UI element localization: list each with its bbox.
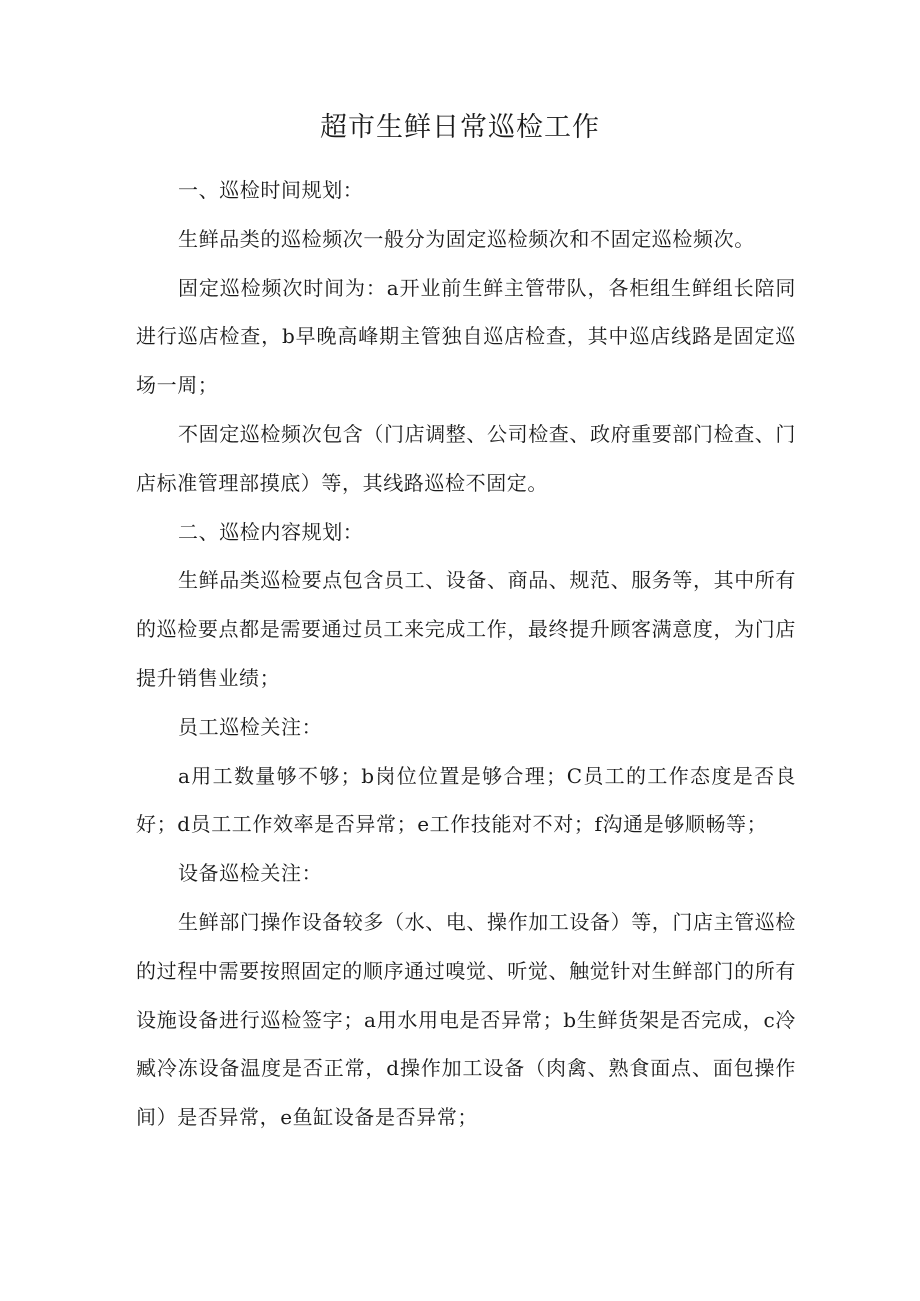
document-title: 超市生鲜日常巡检工作 (320, 112, 600, 143)
paragraph: 生鲜品类巡检要点包含员工、设备、商品、规范、服务等，其中所有的巡检要点都是需要通过员工来完成工作，最终提升顾客满意度，为门店提升销售业绩； (136, 568, 796, 690)
document-body (136, 166, 796, 1142)
paragraph: 生鲜部门操作设备较多（水、电、操作加工设备）等，门店主管巡检的过程中需要按照固定的顺序通过嗅觉、听觉、触觉针对生鲜部门的所有设施设备进行巡检签字；a用水用电是否异常；b生鲜货架是否完成，c冷臧冷冻设备温度是否正常，d操作加工设备（肉禽、熟食面点、面包操作间）是否异常，e鱼缸设备是否异常； (136, 909, 796, 1130)
paragraph: a用工数量够不够；b岗位位置是够合理；C员工的工作态度是否良好；d员工工作效率是否异常；e工作技能对不对；f沟通是够顺畅等； (136, 763, 796, 837)
paragraph: 不固定巡检频次包含（门店调整、公司检查、政府重要部门检查、门店标准管理部摸底）等，其线路巡检不固定。 (136, 421, 796, 495)
paragraph: 生鲜品类的巡检频次一般分为固定巡检频次和不固定巡检频次。 (178, 226, 755, 251)
paragraph: 固定巡检频次时间为：a开业前生鲜主管带队，各柜组生鲜组长陪同进行巡店检查，b早晚高峰期主管独自巡店检查，其中巡店线路是固定巡场一周； (136, 275, 796, 398)
section-heading-inspection-time: 一、巡检时间规划： (178, 178, 364, 202)
subheading-staff-inspection: 员工巡检关注： (178, 714, 323, 739)
subheading-equipment-inspection: 设备巡检关注： (178, 861, 323, 886)
section-heading-inspection-content: 二、巡检内容规划： (178, 519, 364, 544)
